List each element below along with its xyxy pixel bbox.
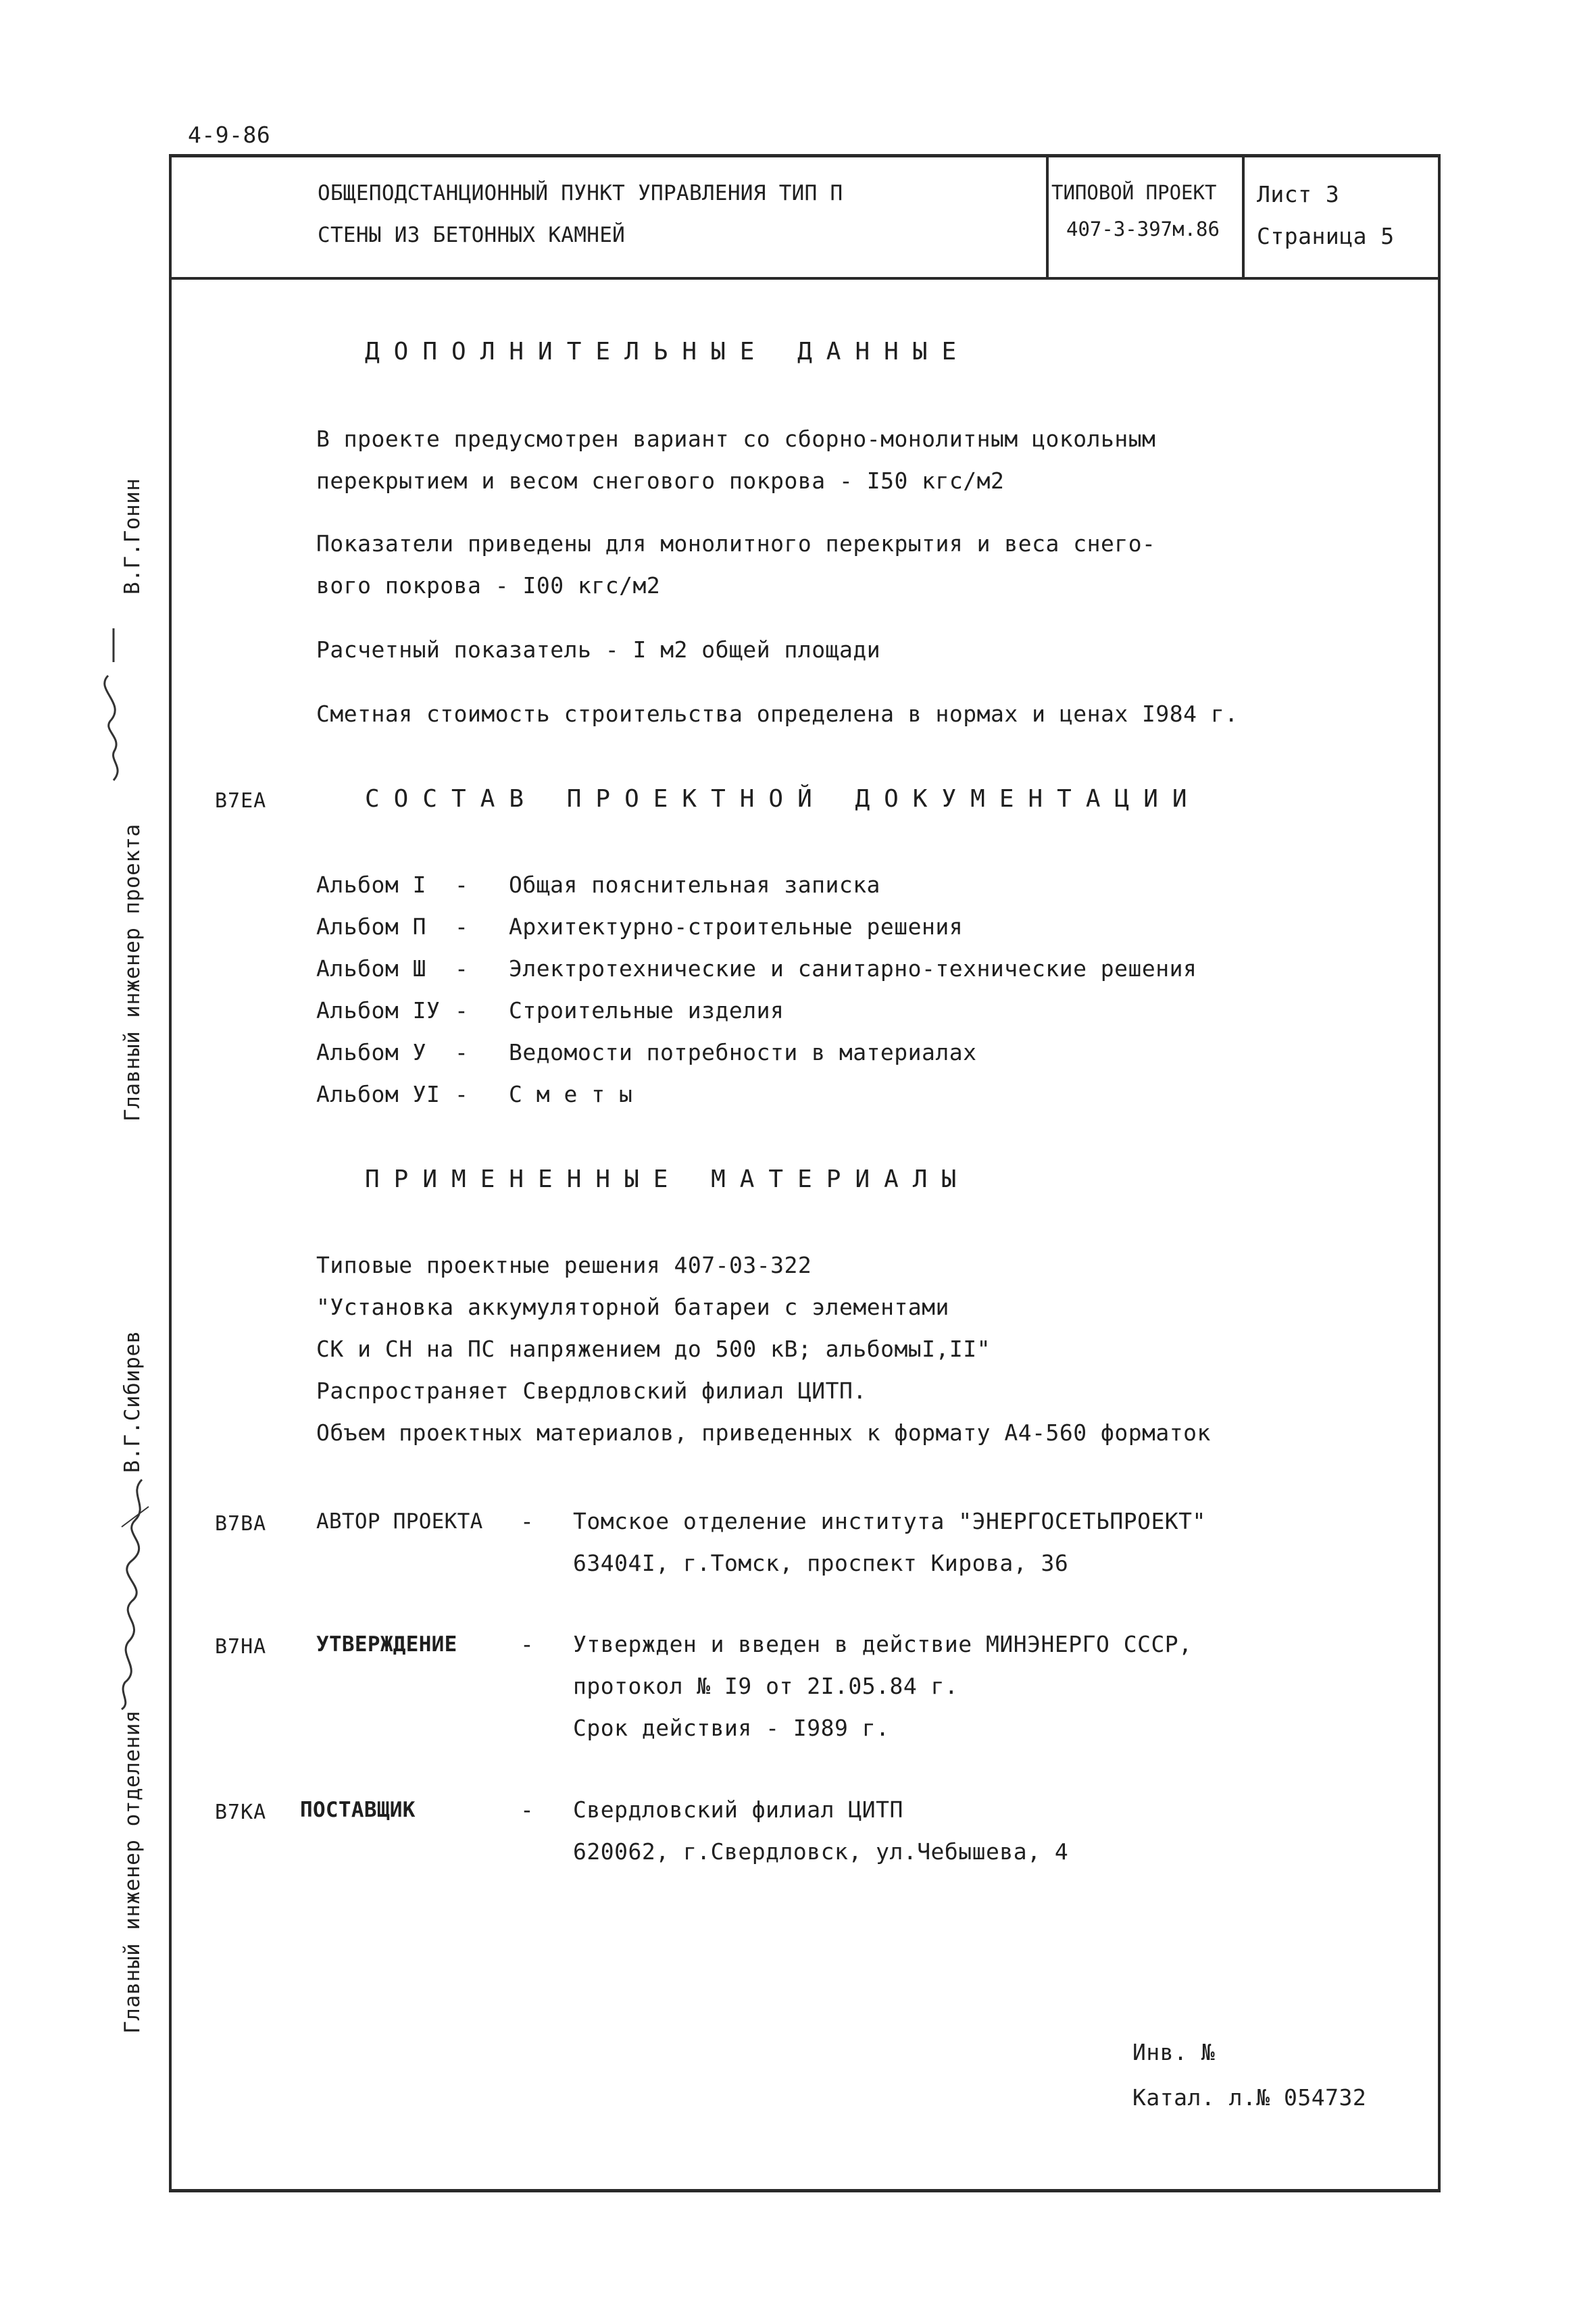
materials-line-2: "Установка аккумуляторной батареи с элементами	[316, 1294, 949, 1320]
album-desc: Архитектурно-строительные решения	[509, 913, 964, 940]
materials-line-3: СК и СН на ПС напряжением до 500 кВ; альбомыI,II"	[316, 1336, 991, 1362]
album-dash: -	[455, 1039, 469, 1065]
project-label: ТИПОВОЙ ПРОЕКТ	[1051, 181, 1217, 204]
author-code: B7BA	[215, 1512, 267, 1536]
title-line-2: СТЕНЫ ИЗ БЕТОННЫХ КАМНЕЙ	[318, 223, 626, 247]
album-name: Альбом IУ	[316, 997, 441, 1024]
supplier-line-1: Свердловский филиал ЦИТП	[573, 1796, 903, 1823]
approval-dash: -	[520, 1631, 534, 1657]
inventory-number: Инв. №	[1132, 2039, 1216, 2065]
project-number: 407-3-397м.86	[1066, 218, 1220, 241]
approval-line-2: протокол № I9 от 2I.05.84 г.	[573, 1673, 959, 1699]
materials-line-1: Типовые проектные решения 407-03-322	[316, 1252, 812, 1278]
author-dash: -	[520, 1508, 534, 1534]
materials-line-5: Объем проектных материалов, приведенных к формату А4-560 форматок	[316, 1419, 1211, 1446]
supplier-code: B7KA	[215, 1801, 267, 1824]
materials-heading: ПРИМЕНЕННЫЕ МАТЕРИАЛЫ	[365, 1165, 971, 1193]
additional-p1-line1: В проекте предусмотрен вариант со сборно-монолитным цокольным	[316, 426, 1156, 452]
album-name: Альбом УI	[316, 1081, 441, 1107]
supplier-dash: -	[520, 1796, 534, 1823]
approval-code: B7HA	[215, 1635, 267, 1659]
title-line-1: ОБЩЕПОДСТАНЦИОННЫЙ ПУНКТ УПРАВЛЕНИЯ ТИП П	[318, 181, 843, 205]
page-number: Страница 5	[1257, 223, 1395, 249]
approval-line-1: Утвержден и введен в действие МИНЭНЕРГО СССР,	[573, 1631, 1193, 1657]
album-name: Альбом У	[316, 1039, 426, 1065]
album-dash: -	[455, 955, 469, 982]
album-desc: Электротехнические и санитарно-технические решения	[509, 955, 1197, 982]
album-dash: -	[455, 997, 469, 1024]
additional-data-heading: ДОПОЛНИТЕЛЬНЫЕ ДАННЫЕ	[365, 338, 971, 366]
author-label: АВТОР ПРОЕКТА	[316, 1509, 483, 1534]
approval-label: УТВЕРЖДЕНИЕ	[316, 1632, 457, 1657]
chief-department-engineer-role: Главный инженер отделения	[120, 1709, 145, 2034]
author-line-1: Томское отделение института "ЭНЕРГОСЕТЬПРОЕКТ"	[573, 1508, 1206, 1534]
chief-project-engineer-name: В.Г.Гонин	[120, 478, 145, 595]
signature-sibirev	[101, 1480, 162, 1709]
supplier-label: ПОСТАВЩИК	[300, 1798, 416, 1822]
additional-p2-line2: вого покрова - I00 кгс/м2	[316, 572, 661, 599]
approval-line-3: Срок действия - I989 г.	[573, 1715, 890, 1741]
sheet-number: Лист 3	[1257, 181, 1340, 207]
page-number-top: 4-9-86	[188, 122, 271, 148]
album-desc: Общая пояснительная записка	[509, 872, 880, 898]
additional-p2-line1: Показатели приведены для монолитного перекрытия и веса снего-	[316, 530, 1156, 557]
album-dash: -	[455, 1081, 469, 1107]
author-line-2: 63404I, г.Томск, проспект Кирова, 36	[573, 1550, 1069, 1576]
signature-gonin	[88, 628, 135, 804]
album-desc: Строительные изделия	[509, 997, 784, 1024]
documentation-code: B7EA	[215, 789, 267, 813]
album-desc: Ведомости потребности в материалах	[509, 1039, 977, 1065]
additional-p3: Расчетный показатель - I м2 общей площади	[316, 636, 881, 663]
album-dash: -	[455, 872, 469, 898]
materials-line-4: Распространяет Свердловский филиал ЦИТП.	[316, 1378, 867, 1404]
catalog-number: Катал. л.№ 054732	[1132, 2084, 1367, 2111]
album-desc: С м е т ы	[509, 1081, 633, 1107]
chief-department-engineer-name: В.Г.Сибирев	[120, 1330, 145, 1473]
supplier-line-2: 620062, г.Свердловск, ул.Чебышева, 4	[573, 1838, 1069, 1865]
chief-project-engineer-role: Главный инженер проекта	[120, 824, 145, 1122]
album-name: Альбом П	[316, 913, 426, 940]
album-name: Альбом I	[316, 872, 426, 898]
additional-p1-line2: перекрытием и весом снегового покрова - I50 кгс/м2	[316, 468, 1005, 494]
documentation-heading: СОСТАВ ПРОЕКТНОЙ ДОКУМЕНТАЦИИ	[365, 785, 1201, 813]
additional-p4: Сметная стоимость строительства определена в нормах и ценах I984 г.	[316, 701, 1239, 727]
album-dash: -	[455, 913, 469, 940]
album-name: Альбом Ш	[316, 955, 426, 982]
